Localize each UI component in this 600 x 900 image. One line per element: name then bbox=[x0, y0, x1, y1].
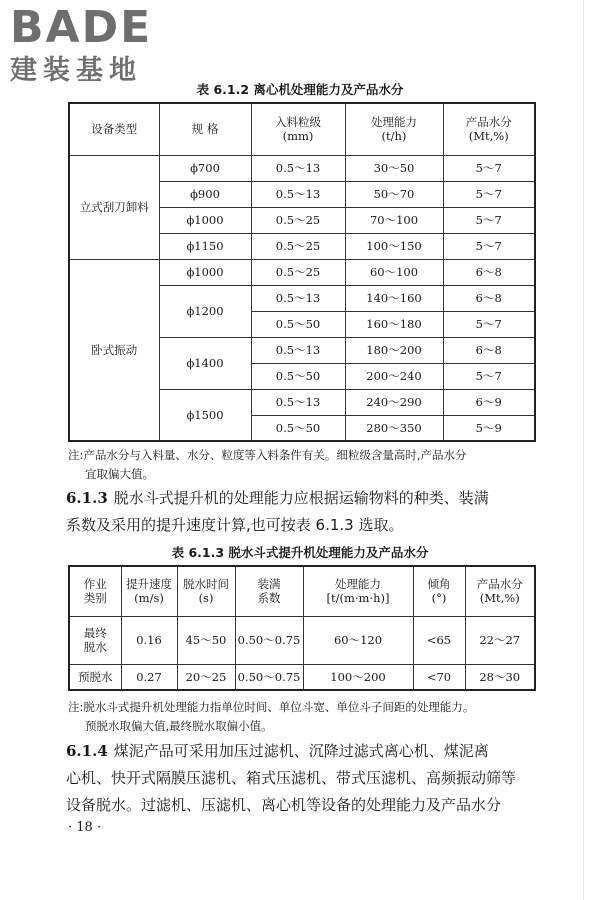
table1-value-cell: 0.5～13 bbox=[251, 155, 345, 181]
table2-row bbox=[69, 616, 535, 664]
table1-note-line2: 宜取偏大值。 bbox=[85, 467, 154, 481]
table1-spec: ϕ1150 bbox=[159, 233, 251, 259]
table1-spec: ϕ1000 bbox=[159, 259, 251, 285]
table1-spec: ϕ1200 bbox=[159, 285, 251, 337]
table1-value-cell: 5～7 bbox=[443, 207, 535, 233]
table1-value-cell: 6～9 bbox=[443, 389, 535, 415]
table1-spec: ϕ700 bbox=[159, 155, 251, 181]
table1-value-cell: 5～7 bbox=[443, 363, 535, 389]
table1-spec: ϕ900 bbox=[159, 181, 251, 207]
section-6-1-3-line1: 脱水斗式提升机的处理能力应根据运输物料的种类、装满 bbox=[113, 489, 489, 507]
table1-value-cell: 0.5～50 bbox=[251, 363, 345, 389]
table2-header-cell: 脱水时间 (s) bbox=[177, 566, 235, 616]
page-number: · 18 · bbox=[68, 820, 102, 835]
table2-header-cell: 装满 系数 bbox=[235, 566, 303, 616]
table1-value-cell: 0.5～25 bbox=[251, 207, 345, 233]
table1-header-cell: 处理能力 (t/h) bbox=[345, 103, 443, 155]
section-6-1-4 bbox=[66, 738, 516, 819]
table2-header-cell: 处理能力 [t/(m·m·h)] bbox=[303, 566, 413, 616]
table2-row bbox=[69, 664, 535, 690]
table2-value-cell: 22～27 bbox=[465, 616, 535, 664]
table1-value-cell: 140～160 bbox=[345, 285, 443, 311]
table1-header-cell: 规 格 bbox=[159, 103, 251, 155]
table1 bbox=[68, 102, 536, 442]
table1-value-cell: 5～7 bbox=[443, 181, 535, 207]
table1-value-cell: 0.5～13 bbox=[251, 389, 345, 415]
table1-header-cell: 设备类型 bbox=[69, 103, 159, 155]
section-6-1-4-line2: 心机、快开式隔膜压滤机、箱式压滤机、带式压滤机、高频振动筛等 bbox=[66, 769, 517, 787]
table2-value-cell: 最终 脱水 bbox=[69, 616, 121, 664]
table1-value-cell: 0.5～25 bbox=[251, 259, 345, 285]
section-6-1-4-line1: 煤泥产品可采用加压过滤机、沉降过滤式离心机、煤泥离 bbox=[113, 742, 489, 760]
table1-value-cell: 200～240 bbox=[345, 363, 443, 389]
logo-brand: BADE bbox=[10, 2, 153, 53]
table1-value-cell: 160～180 bbox=[345, 311, 443, 337]
table2-value-cell: 0.27 bbox=[121, 664, 177, 690]
table1-row bbox=[69, 155, 535, 181]
table2-note bbox=[68, 698, 474, 736]
table2-header-cell: 产品水分 (Mt,%) bbox=[465, 566, 535, 616]
table1-value-cell: 5～7 bbox=[443, 155, 535, 181]
table1-value-cell: 70～100 bbox=[345, 207, 443, 233]
section-6-1-3-number: 6.1.3 bbox=[66, 489, 108, 507]
table1-equipment-type: 立式刮刀卸料 bbox=[69, 155, 159, 259]
table1-note-line1: 注:产品水分与入料量、水分、粒度等入料条件有关。细粒级含量高时,产品水分 bbox=[68, 448, 467, 462]
table2-caption: 表 6.1.3 脱水斗式提升机处理能力及产品水分 bbox=[171, 545, 429, 560]
table2-value-cell: 60～120 bbox=[303, 616, 413, 664]
table2-header-cell: 作业 类别 bbox=[69, 566, 121, 616]
table1-value-cell: 50～70 bbox=[345, 181, 443, 207]
table1-value-cell: 180～200 bbox=[345, 337, 443, 363]
logo bbox=[10, 2, 153, 86]
table1-value-cell: 0.5～13 bbox=[251, 285, 345, 311]
section-6-1-4-number: 6.1.4 bbox=[66, 742, 108, 760]
table1-value-cell: 0.5～50 bbox=[251, 311, 345, 337]
table2-note-line2: 预脱水取偏大值,最终脱水取偏小值。 bbox=[85, 719, 273, 733]
table1-value-cell: 6～8 bbox=[443, 337, 535, 363]
table1-header-cell: 入料粒级 (mm) bbox=[251, 103, 345, 155]
table1-note bbox=[68, 446, 467, 484]
table2-header-cell: 提升速度 (m/s) bbox=[121, 566, 177, 616]
section-6-1-3 bbox=[66, 485, 489, 539]
table1-value-cell: 0.5～13 bbox=[251, 181, 345, 207]
page-edge-line bbox=[583, 0, 584, 900]
table1-equipment-type: 卧式振动 bbox=[69, 259, 159, 441]
table1-header-cell: 产品水分 (Mt,%) bbox=[443, 103, 535, 155]
table2-value-cell: <70 bbox=[413, 664, 465, 690]
table2 bbox=[68, 565, 536, 691]
table1-value-cell: 5～7 bbox=[443, 311, 535, 337]
table1-value-cell: 0.5～25 bbox=[251, 233, 345, 259]
table1-spec: ϕ1000 bbox=[159, 207, 251, 233]
table1-value-cell: 60～100 bbox=[345, 259, 443, 285]
table1-value-cell: 6～8 bbox=[443, 259, 535, 285]
table1-value-cell: 280～350 bbox=[345, 415, 443, 441]
table2-value-cell: 预脱水 bbox=[69, 664, 121, 690]
table1-value-cell: 0.5～50 bbox=[251, 415, 345, 441]
table2-value-cell: 45～50 bbox=[177, 616, 235, 664]
section-6-1-3-line2: 系数及采用的提升速度计算,也可按表 6.1.3 选取。 bbox=[66, 516, 404, 534]
table2-note-line1: 注:脱水斗式提升机处理能力指单位时间、单位斗宽、单位斗子间距的处理能力。 bbox=[68, 700, 475, 714]
table2-header-cell: 倾角 (°) bbox=[413, 566, 465, 616]
table1-row bbox=[69, 259, 535, 285]
table1-spec: ϕ1400 bbox=[159, 337, 251, 389]
table2-value-cell: 0.50～0.75 bbox=[235, 664, 303, 690]
table1-value-cell: 0.5～13 bbox=[251, 337, 345, 363]
table2-value-cell: 100～200 bbox=[303, 664, 413, 690]
table1-value-cell: 30～50 bbox=[345, 155, 443, 181]
table1-value-cell: 6～8 bbox=[443, 285, 535, 311]
table1-value-cell: 5～9 bbox=[443, 415, 535, 441]
table1-caption: 表 6.1.2 离心机处理能力及产品水分 bbox=[196, 82, 404, 97]
logo-subtitle: 建装基地 bbox=[10, 55, 142, 86]
table2-value-cell: 0.50～0.75 bbox=[235, 616, 303, 664]
table2-value-cell: 0.16 bbox=[121, 616, 177, 664]
table1-value-cell: 100～150 bbox=[345, 233, 443, 259]
table2-value-cell: <65 bbox=[413, 616, 465, 664]
table2-value-cell: 20～25 bbox=[177, 664, 235, 690]
table1-value-cell: 5～7 bbox=[443, 233, 535, 259]
table1-spec: ϕ1500 bbox=[159, 389, 251, 441]
table2-value-cell: 28～30 bbox=[465, 664, 535, 690]
table1-value-cell: 240～290 bbox=[345, 389, 443, 415]
section-6-1-4-line3: 设备脱水。过滤机、压滤机、离心机等设备的处理能力及产品水分 bbox=[66, 796, 502, 814]
